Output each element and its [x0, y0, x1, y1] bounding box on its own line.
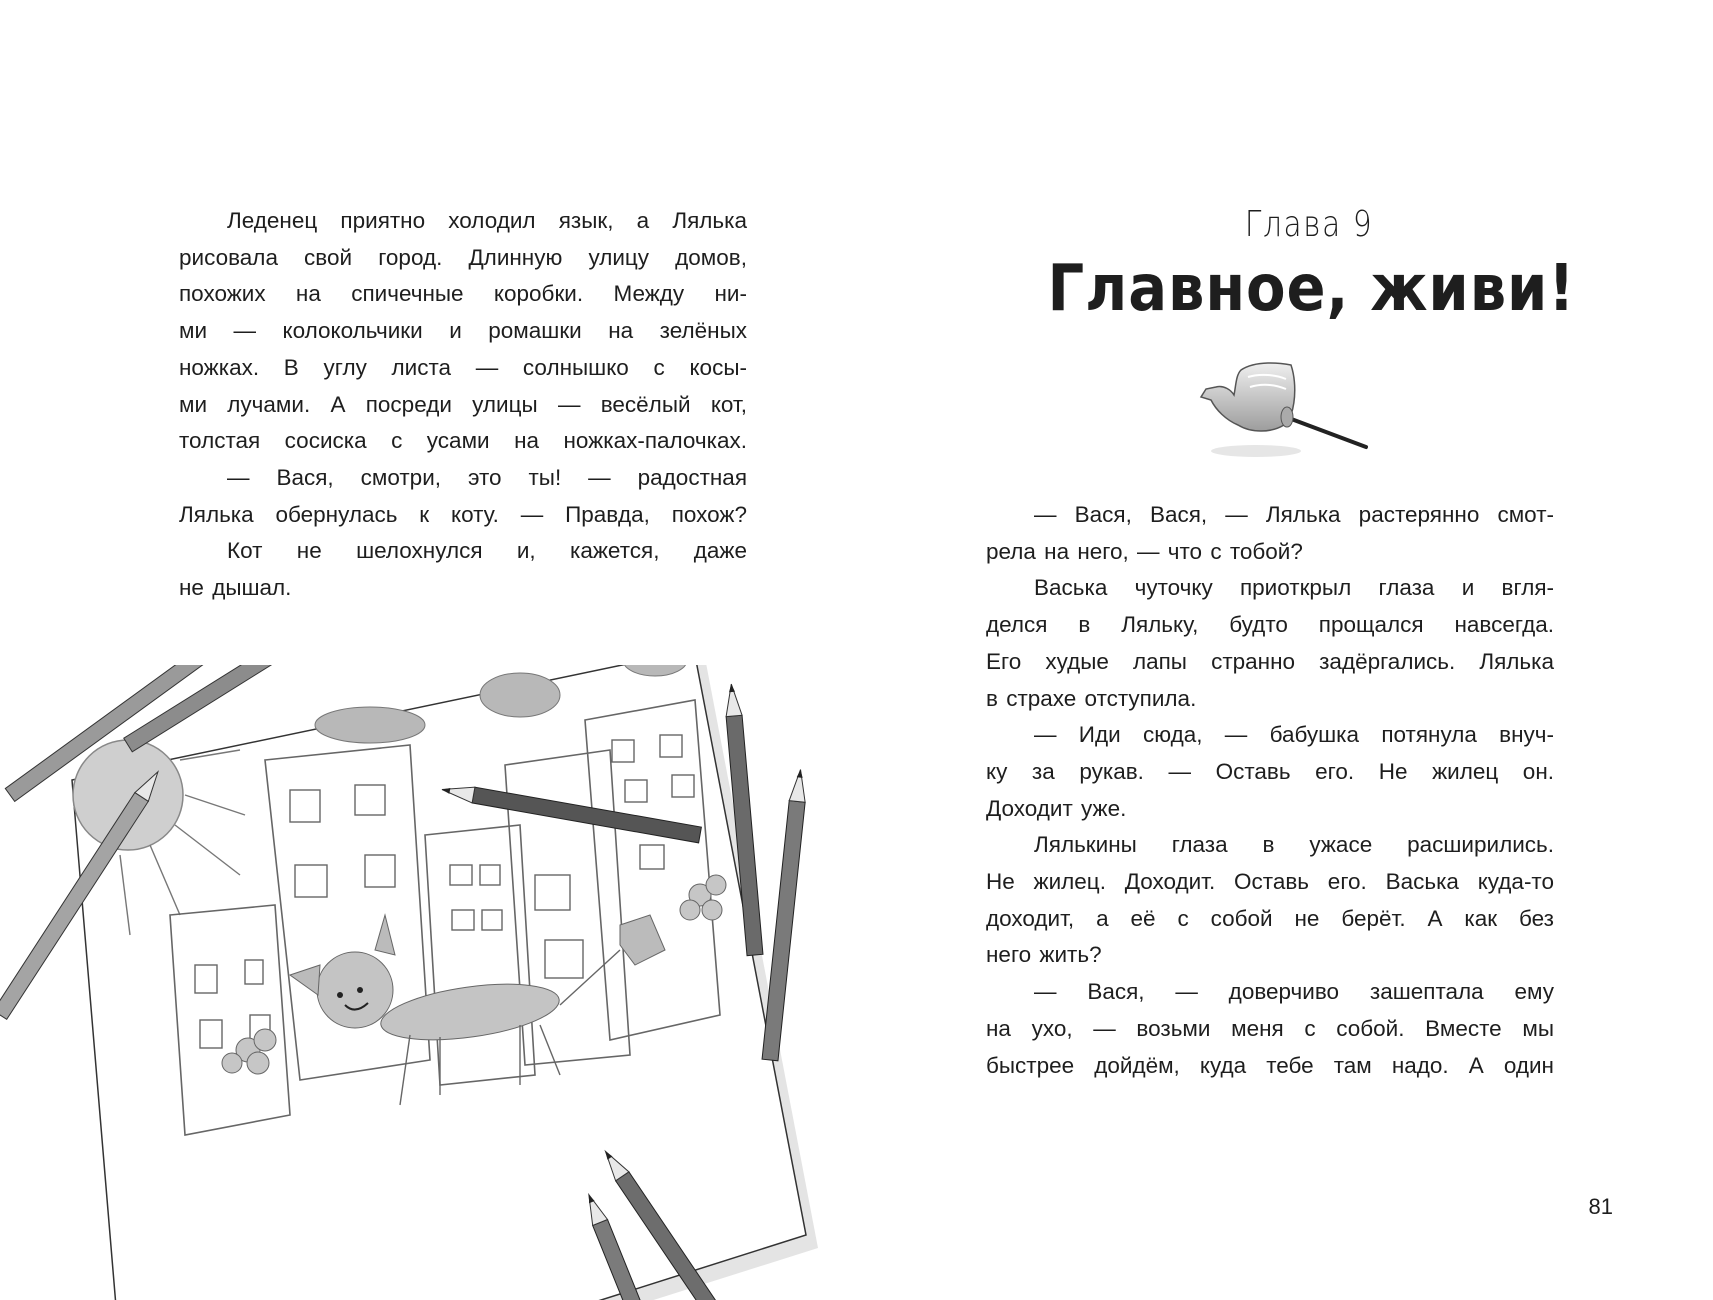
page-number: 81 [1588, 1194, 1613, 1219]
text-line: в страхе отступила. [986, 685, 1197, 711]
text-line: ми лучами. А посреди улицы — весёлый кот, [179, 391, 747, 417]
chapter-label: Глава 9 [1244, 204, 1374, 245]
text-line: не дышал. [179, 575, 292, 601]
drawing-with-pencils-illustration [0, 665, 820, 1300]
text-line: быстрее дойдём, куда тебе там надо. А один [986, 1052, 1554, 1078]
rooster-lollipop-icon [1186, 355, 1376, 465]
text-line: рела на него, — что с тобой? [986, 538, 1303, 564]
text-line: Не жилец. Доходит. Оставь его. Васька куда-то [986, 869, 1554, 895]
right-page [856, 0, 1713, 1300]
text-line: похожих на спичечные коробки. Между ни- [179, 281, 747, 307]
text-line: ку за рукав. — Оставь его. Не жилец он. [986, 758, 1554, 784]
text-line: Лялькины глаза в ужасе расширились. [1034, 832, 1554, 858]
text-line: толстая сосиска с усами на ножках-палочках. [179, 428, 747, 454]
text-line: делся в Ляльку, будто прощался навсегда. [986, 612, 1554, 638]
text-line: — Иди сюда, — бабушка потянула внуч- [1034, 722, 1554, 748]
text-line: ножках. В углу листа — солнышко с косы- [179, 354, 747, 380]
text-line: рисовала свой город. Длинную улицу домов, [179, 244, 747, 270]
text-line: — Вася, Вася, — Лялька растерянно смот- [1034, 502, 1554, 527]
text-line: — Вася, смотри, это ты! — радостная [227, 464, 747, 490]
text-line: — Вася, — доверчиво зашептала ему [1034, 979, 1554, 1005]
text-line: ми — колокольчики и ромашки на зелёных [179, 318, 747, 344]
text-line: Доходит уже. [986, 795, 1127, 821]
text-line: него жить? [986, 942, 1102, 968]
text-line: доходит, а её с собой не берёт. А как без [986, 905, 1554, 931]
left-page [0, 0, 856, 1300]
text-line: Васька чуточку приоткрыл глаза и вгля- [1034, 575, 1554, 601]
chapter-title: Главное, живи! [1047, 252, 1576, 326]
text-line: Леденец приятно холодил язык, а Лялька [227, 208, 747, 233]
text-line: на ухо, — возьми меня с собой. Вместе мы [986, 1015, 1554, 1041]
right-page-text [986, 497, 1554, 1084]
text-line: Кот не шелохнулся и, кажется, даже [227, 538, 747, 564]
left-page-text [179, 203, 747, 607]
text-line: Его худые лапы странно задёргались. Лялька [986, 648, 1554, 674]
text-line: Лялька обернулась к коту. — Правда, похож? [179, 501, 747, 527]
